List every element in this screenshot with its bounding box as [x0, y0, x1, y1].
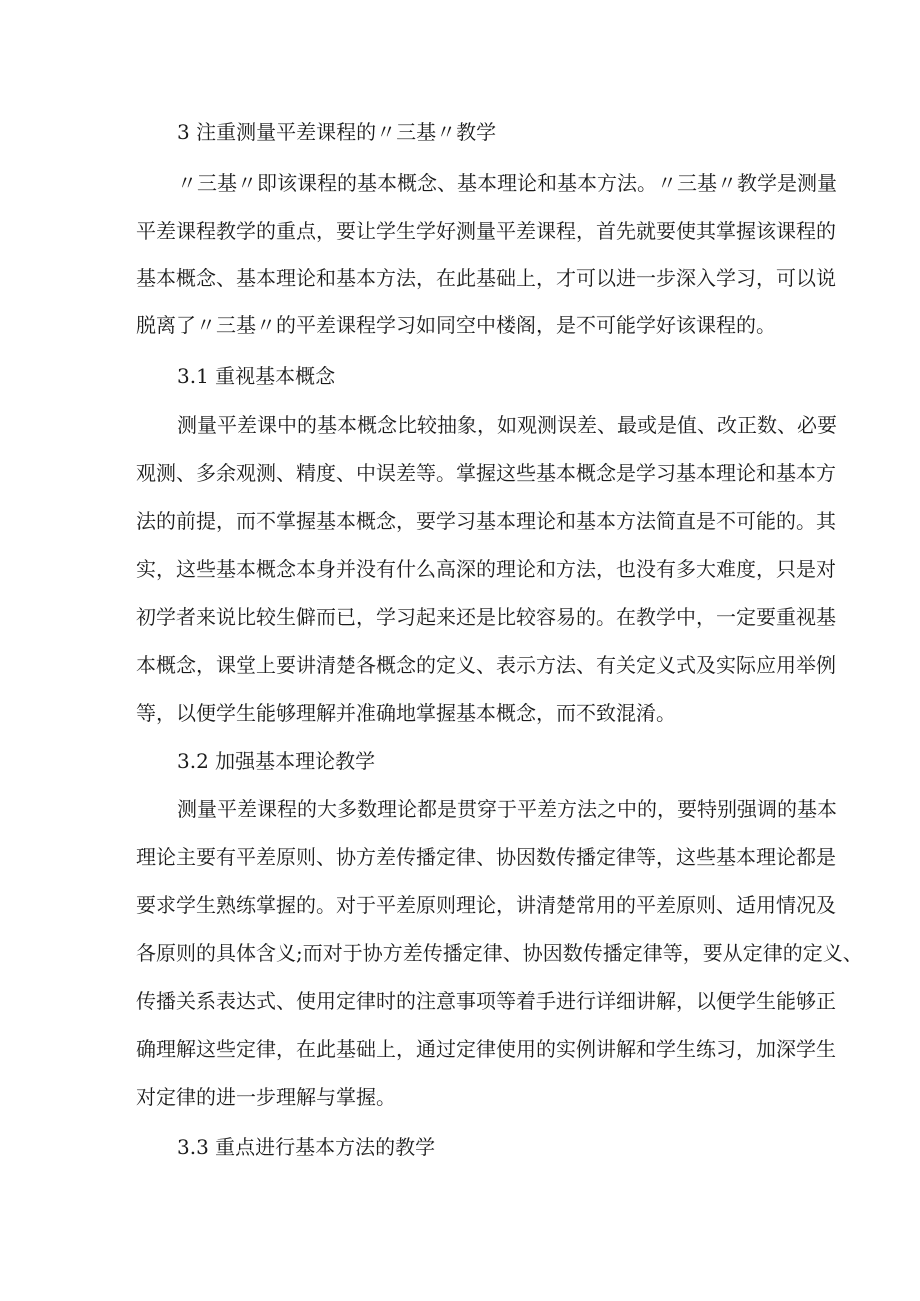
- section-3-line-4: 脱离了〃三基〃的平差课程学习如同空中楼阁，是不可能学好该课程的。: [136, 313, 776, 337]
- section-3-line-3: 基本概念、基本理论和基本方法，在此基础上，才可以进一步深入学习，可以说: [136, 266, 836, 290]
- section-3-line-2: 平差课程教学的重点，要让学生学好测量平差课程，首先就要使其掌握该课程的: [136, 219, 836, 243]
- section-3-2-line-3: 要求学生熟练掌握的。对于平差原则理论，讲清楚常用的平差原则、适用情况及: [136, 893, 836, 917]
- section-3-2-line-4: 各原则的具体含义;而对于协方差传播定律、协因数传播定律等，要从定律的定义、: [136, 941, 863, 965]
- section-3-1-line-6: 本概念，课堂上要讲清楚各概念的定义、表示方法、有关定义式及实际应用举例: [136, 653, 836, 677]
- section-3-2-line-2: 理论主要有平差原则、协方差传播定律、协因数传播定律等，这些基本理论都是: [136, 845, 836, 869]
- section-3-1-line-2: 观测、多余观测、精度、中误差等。掌握这些基本概念是学习基本理论和基本方: [136, 461, 836, 485]
- section-3-1-line-4: 实，这些基本概念本身并没有什么高深的理论和方法，也没有多大难度，只是对: [136, 557, 836, 581]
- section-3-2-line-1: 测量平差课程的大多数理论都是贯穿于平差方法之中的，要特别强调的基本: [177, 797, 837, 821]
- section-3-line-1: 〃三基〃即该课程的基本概念、基本理论和基本方法。〃三基〃教学是测量: [177, 171, 837, 195]
- section-3-3-heading: 3.3 重点进行基本方法的教学: [177, 1135, 436, 1159]
- section-3-1-line-1: 测量平差课中的基本概念比较抽象，如观测误差、最或是值、改正数、必要: [177, 413, 837, 437]
- section-3-heading: 3 注重测量平差课程的〃三基〃教学: [177, 120, 497, 144]
- section-3-2-heading: 3.2 加强基本理论教学: [177, 749, 376, 773]
- section-3-1-heading: 3.1 重视基本概念: [177, 364, 336, 388]
- section-3-2-line-5: 传播关系表达式、使用定律时的注意事项等着手进行详细讲解，以便学生能够正: [136, 989, 836, 1013]
- section-3-2-line-6: 确理解这些定律，在此基础上，通过定律使用的实例讲解和学生练习，加深学生: [136, 1037, 836, 1061]
- section-3-1-line-3: 法的前提，而不掌握基本概念，要学习基本理论和基本方法简直是不可能的。其: [136, 509, 836, 533]
- section-3-1-line-5: 初学者来说比较生僻而已，学习起来还是比较容易的。在教学中，一定要重视基: [136, 605, 836, 629]
- section-3-2-line-7: 对定律的进一步理解与掌握。: [136, 1085, 396, 1109]
- section-3-1-line-7: 等，以便学生能够理解并准确地掌握基本概念，而不致混淆。: [136, 701, 676, 725]
